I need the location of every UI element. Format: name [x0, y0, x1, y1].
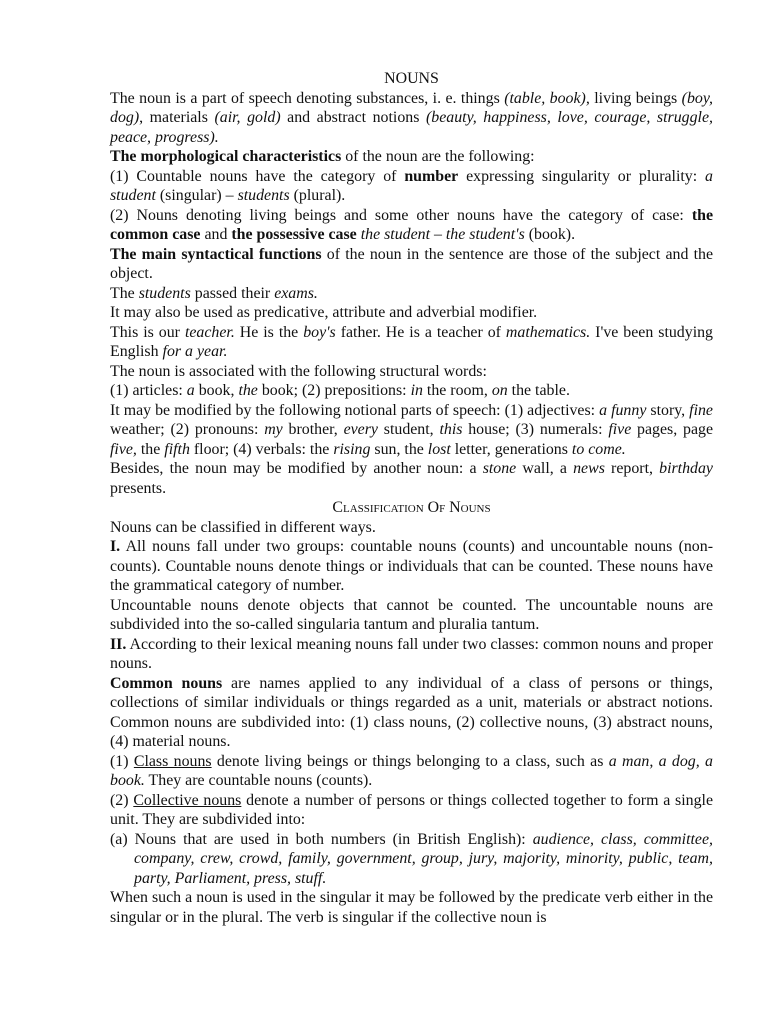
text: They are countable nouns (counts).	[144, 772, 373, 789]
sub-item-a	[110, 830, 713, 889]
bold-term: Common nouns	[110, 674, 223, 692]
point-1	[110, 167, 713, 206]
text: This is our	[110, 323, 185, 341]
text: book; (2) prepositions:	[257, 382, 411, 399]
text: (singular) –	[155, 187, 238, 204]
example: on	[491, 382, 508, 399]
example: students	[237, 187, 290, 204]
text: denote living beings or things belonging to a class, such as	[211, 752, 609, 770]
text: All nouns fall under two groups: countable nouns (counts) and uncountable nouns (non-counts). Countable nouns denote things or individuals that can be counted. These nouns have the grammatical category of number.	[110, 538, 713, 594]
text: He is the	[234, 323, 304, 341]
group-II-paragraph	[110, 635, 713, 674]
intro-paragraph	[110, 89, 713, 148]
example: exams.	[274, 284, 318, 302]
example: (air, gold)	[214, 109, 281, 126]
text: student,	[377, 421, 440, 438]
text: floor; (4) verbals: the	[189, 440, 334, 458]
underlined-term: Collective nouns	[133, 791, 242, 809]
underlined-term: Class nouns	[133, 752, 212, 770]
text: passed their	[190, 284, 275, 302]
text: , materials	[139, 109, 215, 126]
text: the	[136, 440, 165, 458]
text: (book).	[524, 226, 576, 243]
example: audience, class, committee, company, crew, crowd, family, government, group, jury, majority, minority, public, team, party, Parliament, press, stuff.	[134, 830, 713, 887]
text: According to their lexical meaning nouns fall under two classes: common nouns and proper nouns.	[110, 635, 713, 672]
text: story,	[646, 401, 690, 419]
text: and abstract notions	[280, 109, 426, 126]
bold-term: the common case	[110, 206, 713, 243]
document-page	[110, 69, 713, 927]
text: (2) Nouns denoting living beings and some other nouns have the category of case:	[110, 206, 692, 224]
text: are names applied to any individual of a class of persons or things, collections of similar individuals or things regarded as a unit, materials or abstract notions. Common nouns are subdivided into: (1) class nouns, (2) collective nouns, (3) abstract nouns, (4) material nouns.	[110, 674, 713, 750]
text: report,	[604, 460, 660, 477]
example: a	[186, 382, 195, 399]
ways-paragraph: Nouns can be classified in different ways.	[110, 518, 376, 536]
example: teacher.	[184, 323, 235, 341]
example: students	[138, 284, 191, 302]
example: the student – the student's	[360, 226, 525, 243]
example: five,	[110, 440, 137, 458]
uncountable-paragraph: Uncountable nouns denote objects that cannot be counted. The uncountable nouns are subdivided into the so-called singularia tantum and pluralia tantum.	[110, 596, 713, 633]
common-nouns-paragraph	[110, 674, 713, 752]
text: father. He is a teacher of	[335, 323, 506, 341]
text: book,	[194, 382, 239, 399]
text: (a) Nouns that are used in both numbers (in British English):	[110, 830, 533, 848]
text: (2)	[110, 791, 134, 809]
text: presents.	[110, 479, 167, 497]
example: (beauty, happiness, love, courage, struggle, peace, progress).	[110, 109, 713, 146]
example: a funny	[599, 401, 647, 419]
class-nouns-paragraph	[110, 752, 713, 791]
text: weather; (2) pronouns:	[110, 421, 265, 438]
text: the room,	[422, 382, 492, 399]
example: boy's	[303, 323, 336, 341]
besides-paragraph	[110, 459, 713, 498]
text: wall, a	[516, 460, 574, 477]
modified-paragraph	[110, 401, 713, 460]
example: mathematics.	[505, 323, 591, 341]
example: birthday	[659, 460, 713, 477]
example: a man, a dog, a book.	[110, 752, 713, 789]
example: to come.	[571, 440, 626, 458]
example: for a year.	[162, 343, 228, 360]
example: stone	[482, 460, 517, 477]
collective-nouns-paragraph	[110, 791, 713, 830]
text: of the noun in the sentence are those of the subject and the object.	[110, 245, 713, 282]
roman-numeral: I.	[110, 538, 121, 555]
page-title: NOUNS	[384, 70, 439, 87]
text: (1) articles:	[110, 382, 187, 399]
example: the	[238, 382, 258, 399]
predicative-paragraph: It may also be used as predicative, attribute and adverbial modifier.	[110, 304, 538, 321]
text: brother,	[282, 421, 344, 438]
morphological-heading	[110, 147, 713, 167]
example: (boy, dog)	[110, 89, 713, 126]
text: living beings	[589, 89, 682, 107]
text: (1) Countable nouns have the category of	[110, 167, 405, 185]
text: The noun is a part of speech denoting substances, i. e. things	[110, 89, 505, 107]
example: news	[573, 460, 605, 477]
example: my	[264, 421, 283, 438]
bold-term: The morphological characteristics	[110, 148, 342, 165]
example: every	[343, 421, 378, 438]
example: five	[608, 421, 632, 438]
bold-term: The main syntactical functions	[110, 245, 322, 263]
group-I-paragraph	[110, 537, 713, 596]
bold-term: the possessive case	[231, 226, 357, 243]
associated-paragraph: The noun is associated with the following structural words:	[110, 362, 487, 380]
text: Besides, the noun may be modified by another noun: a	[110, 460, 483, 477]
syntactical-paragraph	[110, 245, 713, 284]
text: The	[110, 284, 139, 302]
example: this	[439, 421, 463, 438]
example: a student	[110, 167, 713, 204]
text: house; (3) numerals:	[462, 421, 609, 438]
text: sun, the	[370, 440, 428, 458]
section-heading: Classification Of Nouns	[332, 499, 491, 516]
articles-paragraph	[110, 381, 713, 401]
text: I've been studying English	[110, 323, 714, 360]
text: the table.	[507, 382, 570, 399]
roman-numeral: II.	[110, 635, 127, 653]
text: of the noun are the following:	[341, 148, 535, 165]
example: lost	[427, 440, 451, 458]
text: (plural).	[289, 187, 346, 204]
example-sentence-2	[110, 323, 713, 362]
text: letter, generations	[450, 440, 572, 458]
example: rising	[333, 440, 371, 458]
example: in	[410, 382, 423, 399]
text: (1)	[110, 752, 134, 770]
text: It may be modified by the following notional parts of speech: (1) adjectives:	[110, 401, 600, 419]
point-2	[110, 206, 713, 245]
text: denote a number of persons or things collected together to form a single unit. They are subdivided into:	[110, 791, 713, 828]
text: expressing singularity or plurality:	[458, 167, 706, 185]
when-paragraph: When such a noun is used in the singular it may be followed by the predicate verb either in the singular or in the plural. The verb is singular if the collective noun is	[110, 889, 713, 926]
text: pages, page	[631, 421, 713, 438]
text: and	[200, 226, 232, 243]
example: fifth	[164, 440, 190, 458]
example-sentence-1	[110, 284, 713, 304]
example: (table, book),	[504, 89, 590, 107]
bold-term: number	[404, 167, 459, 185]
example: fine	[689, 401, 713, 419]
